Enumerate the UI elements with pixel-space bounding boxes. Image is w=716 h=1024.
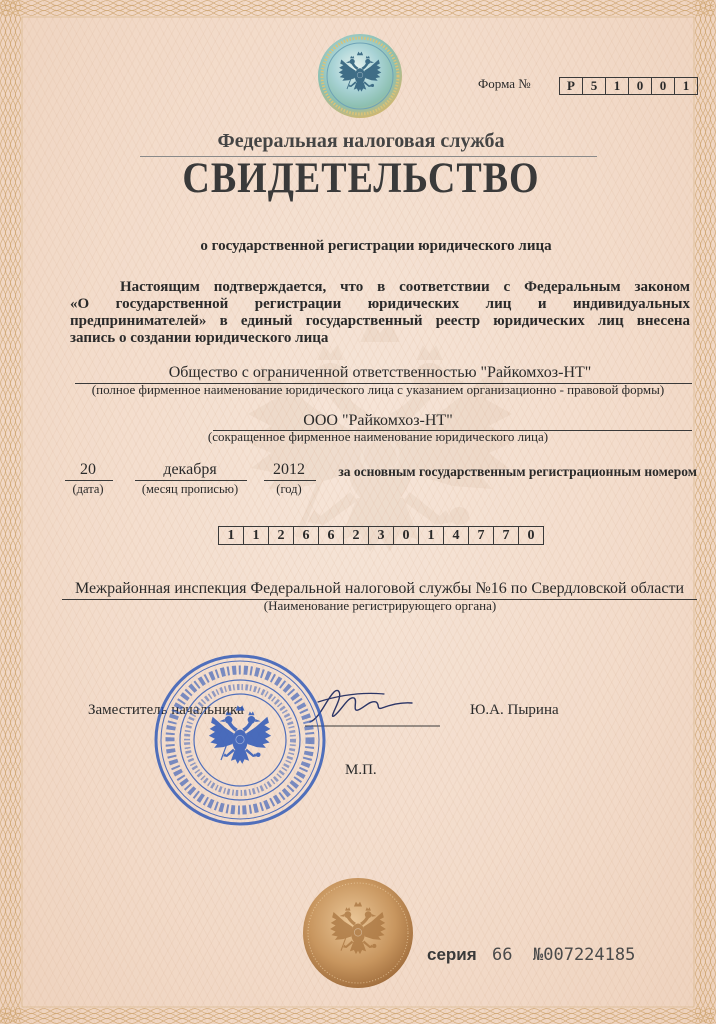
double-headed-eagle-icon [209,705,271,764]
statement-line: запись о создании юридического лица [70,330,329,346]
month-caption: (месяц прописью) [141,482,239,496]
ogrn-digit: 0 [393,526,419,545]
statement-line: Настоящим подтверждается, что в соответствии с Федеральным законом [120,279,690,295]
gold-foil-seal [302,877,414,989]
blank-number: №007224185 [533,945,636,965]
ogrn-digit: 1 [418,526,444,545]
full-name-caption: (полное фирменное наименование юридического лица с указанием организационно - правовой формы) [91,382,665,397]
form-number-label: Форма № [478,76,531,91]
form-number-char: 5 [582,77,606,95]
official-stamp [152,652,328,828]
ogrn-label: за основным государственным регистрационным номером [338,464,697,479]
day-underline [65,480,113,481]
registration-month: декабря [163,461,217,478]
series-label: серия [427,945,477,964]
ogrn-digit: 7 [468,526,494,545]
statement-line: предпринимателей» в единый государственный реестр юридических лиц внесена [70,313,690,329]
form-number-char: 0 [628,77,652,95]
ogrn-digit: 1 [243,526,269,545]
form-number-boxes [559,77,698,95]
document-title: СВИДЕТЕЛЬСТВО [182,153,540,203]
year-caption: (год) [276,482,302,496]
form-number-char: Р [559,77,583,95]
ogrn-boxes [218,526,544,545]
short-name-caption: (сокращенное фирменное наименование юридического лица) [207,429,549,444]
authority-caption: (Наименование регистрирующего органа) [263,598,497,613]
series-value: 66 [492,945,513,965]
registration-year: 2012 [273,461,305,478]
registration-day: 20 [80,461,96,478]
document-subtitle: о государственной регистрации юридического лица [200,238,552,254]
ogrn-digit: 7 [493,526,519,545]
ogrn-digit: 1 [218,526,244,545]
entity-full-name: Общество с ограниченной ответственностью "Райкомхоз-НТ" [168,364,592,381]
statement-paragraph [70,279,690,347]
ogrn-digit: 2 [268,526,294,545]
year-underline [264,480,316,481]
ogrn-digit: 3 [368,526,394,545]
signer-name: Ю.А. Пырина [470,702,559,718]
ogrn-digit: 0 [518,526,544,545]
ogrn-digit: 6 [293,526,319,545]
form-number-char: 0 [651,77,675,95]
statement-line: «О государственной регистрации юридических лиц и индивидуальных [70,296,690,312]
form-number-char: 1 [674,77,698,95]
seal-place-label: М.П. [345,762,377,778]
entity-short-name: ООО "Райкомхоз-НТ" [303,412,453,429]
agency-name: Федеральная налоговая служба [217,130,505,152]
ogrn-digit: 4 [443,526,469,545]
day-caption: (дата) [72,482,104,496]
ogrn-digit: 2 [343,526,369,545]
month-underline [135,480,247,481]
signer-position: Заместитель начальника [88,702,244,718]
registering-authority: Межрайонная инспекция Федеральной налоговой службы №16 по Свердловской области [74,580,685,597]
ogrn-digit: 6 [318,526,344,545]
form-number-char: 1 [605,77,629,95]
hologram-emblem [316,32,404,120]
